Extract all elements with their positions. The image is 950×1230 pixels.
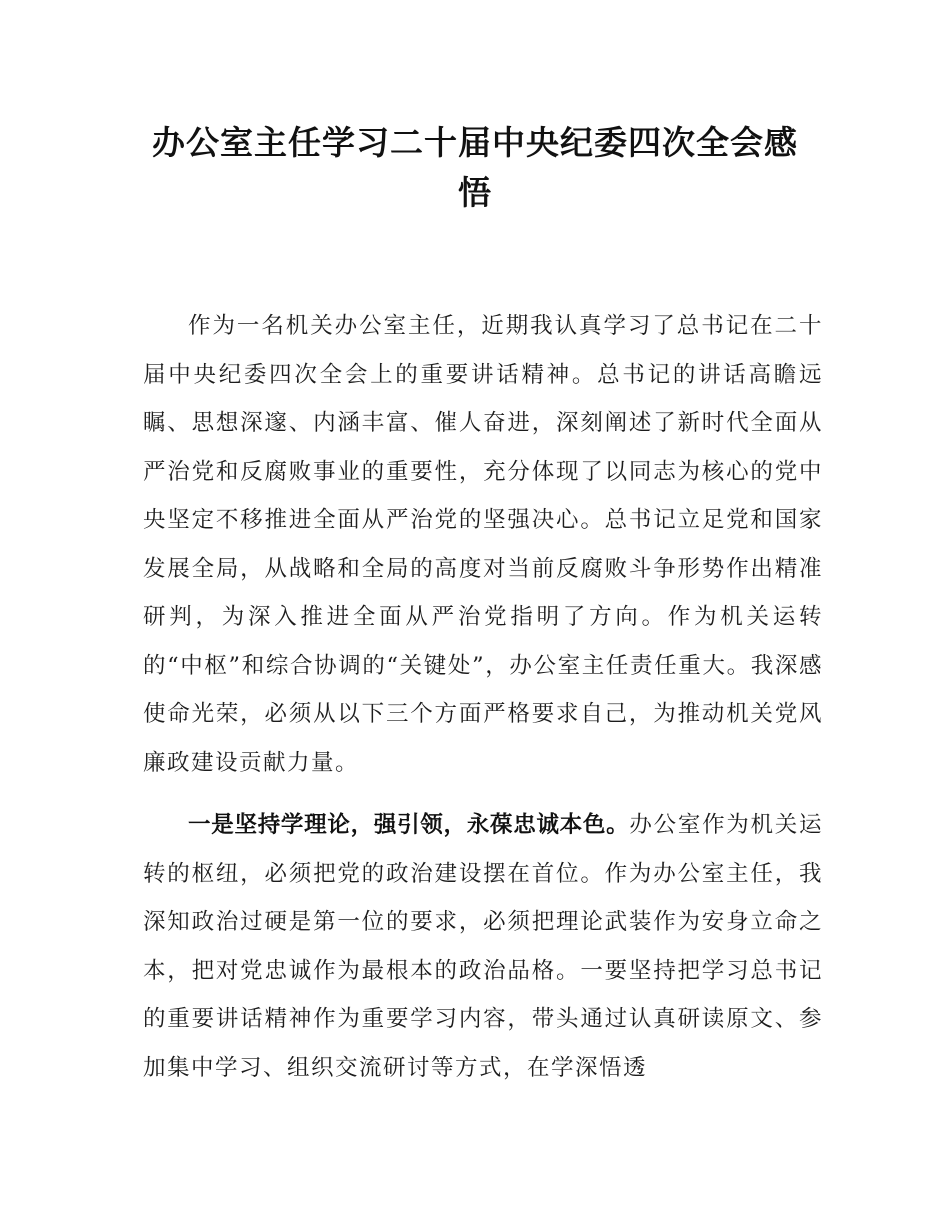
paragraph-point-one <box>143 801 823 1092</box>
paragraph-intro <box>143 302 823 787</box>
paragraph-point-one-heading: 一是坚持学理论，强引领，永葆忠诚本色。 <box>188 812 630 838</box>
paragraph-intro-text: 作为一名机关办公室主任，近期我认真学习了总书记在二十届中央纪委四次全会上的重要讲话精神。总书记的讲话高瞻远瞩、思想深邃、内涵丰富、催人奋进，深刻阐述了新时代全面从严治党和反腐败事业的重要性，充分体现了以同志为核心的党中央坚定不移推进全面从严治党的坚强决心。总书记立足党和国家发展全局，从战略和全局的高度对当前反腐败斗争形势作出精准研判，为深入推进全面从严治党指明了方向。作为机关运转的“中枢”和综合协调的“关键处”，办公室主任责任重大。我深感使命光荣，必须从以下三个方面严格要求自己，为推动机关党风廉政建设贡献力量。 <box>143 313 823 776</box>
document-body <box>143 302 823 1106</box>
document-title: 办公室主任学习二十届中央纪委四次全会感悟 <box>152 123 798 212</box>
paragraph-point-one-text: 办公室作为机关运转的枢纽，必须把党的政治建设摆在首位。作为办公室主任，我深知政治过硬是第一位的要求，必须把理论武装作为安身立命之本，把对党忠诚作为最根本的政治品格。一要坚持把学习总书记的重要讲话精神作为重要学习内容，带头通过认真研读原文、参加集中学习、组织交流研讨等方式，在学深悟透 <box>143 812 823 1081</box>
